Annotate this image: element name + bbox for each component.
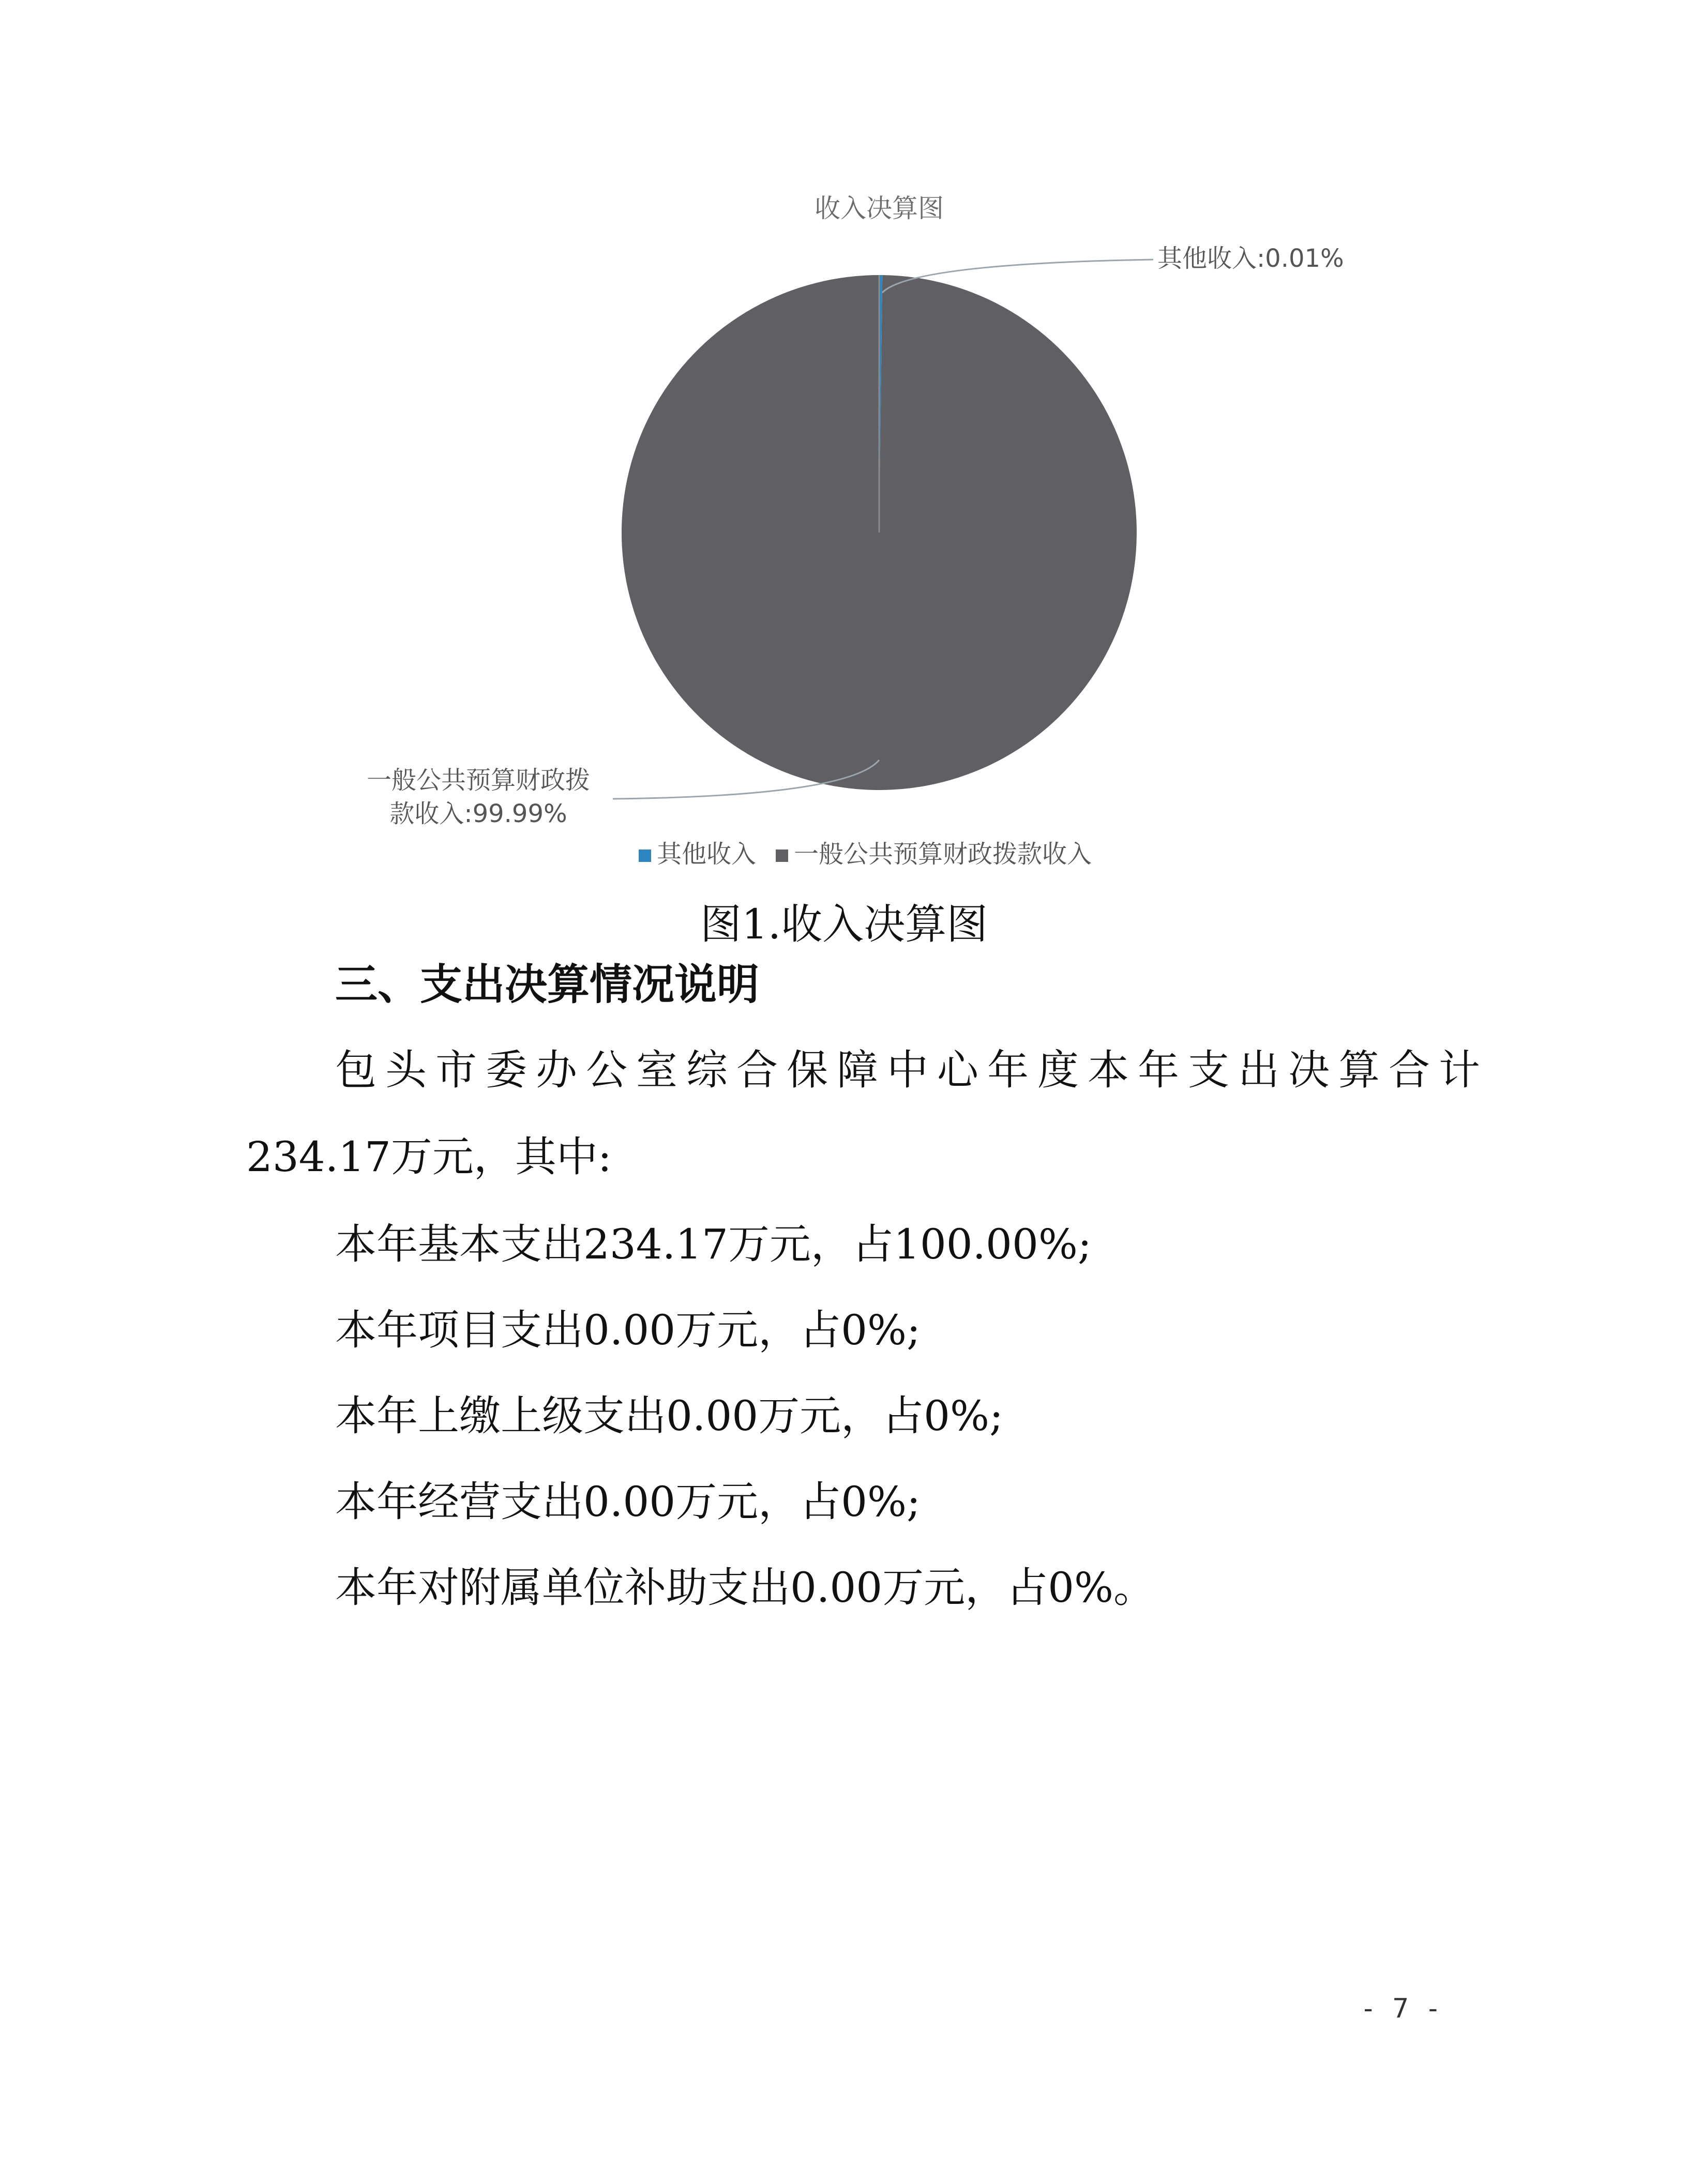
- label-other-income: 其他收入:0.01%: [1157, 244, 1344, 273]
- intro-line-2: 234.17万元，其中:: [246, 1133, 612, 1181]
- expense-item: 本年对附属单位补助支出0.00万元，占0%。: [335, 1564, 1155, 1612]
- label-general-budget-line1: 一般公共预算财政拨: [366, 766, 591, 795]
- expense-item: 本年项目支出0.00万元，占0%;: [335, 1306, 921, 1354]
- expense-item: 本年基本支出234.17万元，占100.00%;: [335, 1220, 1092, 1268]
- chart-legend: [639, 840, 1092, 869]
- chart-title: 收入决算图: [815, 193, 944, 223]
- figure-caption: 图1.收入决算图: [700, 900, 988, 948]
- section-heading: 三、支出决算情况说明: [335, 960, 760, 1009]
- page-number: - 7 -: [1360, 1993, 1441, 2024]
- income-pie-chart: [0, 0, 1688, 941]
- intro-line-1: 包头市委办公室综合保障中心年度本年支出决算合计: [335, 1046, 1489, 1094]
- label-general-budget-line2: 款收入:99.99%: [389, 799, 567, 828]
- legend-label-general-budget: 一般公共预算财政拨款收入: [794, 840, 1092, 869]
- legend-swatch-general-budget: [776, 850, 788, 862]
- legend-swatch-other-income: [639, 850, 651, 862]
- expense-item: 本年经营支出0.00万元，占0%;: [335, 1478, 921, 1526]
- legend-label-other-income: 其他收入: [657, 840, 757, 869]
- expense-item: 本年上缴上级支出0.00万元，占0%;: [335, 1392, 1003, 1440]
